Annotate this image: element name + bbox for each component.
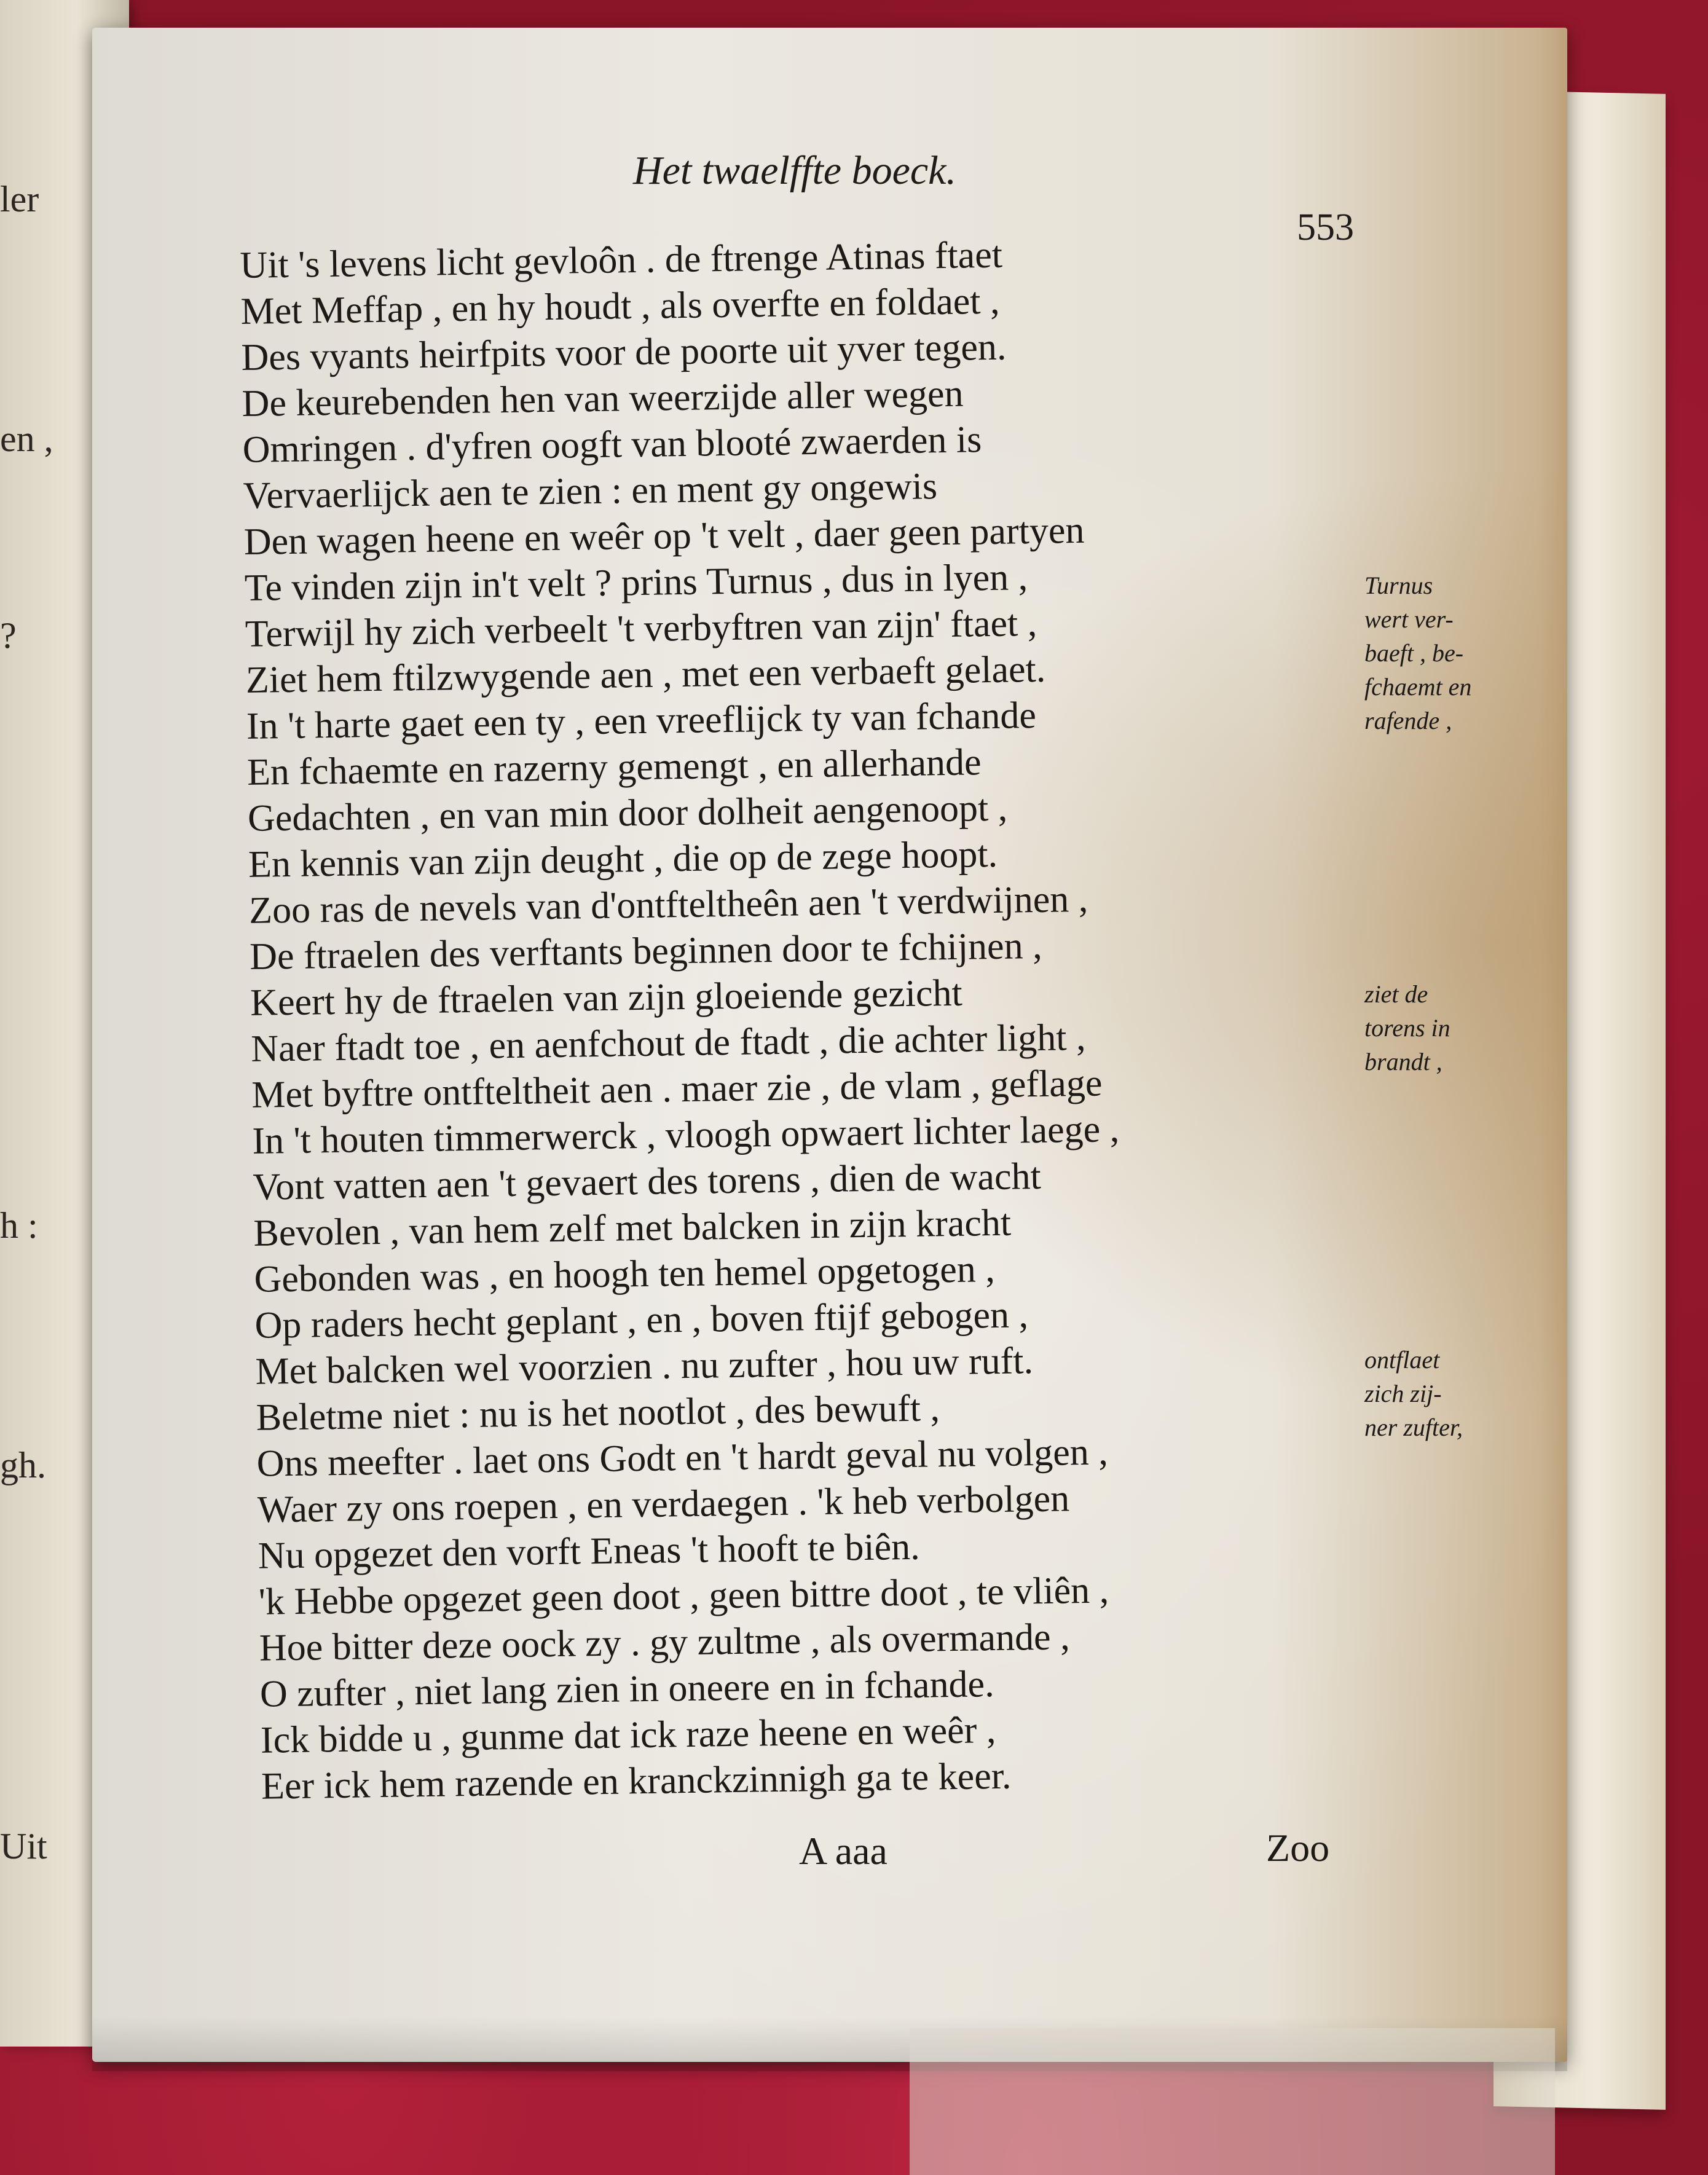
verse-line: Omringen . d'yfren oogft van blooté zwaerden is xyxy=(242,419,982,471)
verse-line: Met balcken wel voorzien . nu zufter , hou uw ruft. xyxy=(255,1340,1034,1393)
verse-line: Naer ftadt toe , en aenfchout de ftadt , die achter light , xyxy=(250,1016,1086,1070)
left-page-fragment: ler xyxy=(0,179,39,219)
gloss-line: ziet de xyxy=(1364,980,1428,1008)
gloss-line: fchaemt en xyxy=(1364,673,1472,701)
verse-line: In 't harte gaet een ty , een vreeflijck ty van fchande xyxy=(246,694,1037,747)
left-page-fragment: gh. xyxy=(0,1445,46,1485)
gloss-line: ontflaet xyxy=(1364,1346,1440,1374)
verse-line: Gebonden was , en hoogh ten hemel opgetogen , xyxy=(254,1248,996,1300)
verse-line: Met byftre ontfteltheit aen . maer zie , de vlam , geflage xyxy=(251,1062,1103,1116)
left-page-fragment: en , xyxy=(0,419,53,459)
verse-line: Ick bidde u , gunme dat ick raze heene en weêr , xyxy=(260,1709,996,1761)
page-edge-highlight xyxy=(910,2028,1555,2175)
gloss-line: rafende , xyxy=(1364,707,1452,734)
verse-line: Beletme niet : nu is het nootlot , des bewuft , xyxy=(256,1387,940,1439)
gloss-line: brandt , xyxy=(1364,1048,1442,1076)
gloss-line: wert ver- xyxy=(1364,605,1454,633)
verse-line: De ftraelen des verftants beginnen door te fchijnen , xyxy=(249,924,1043,978)
marginal-gloss xyxy=(1364,977,1512,1079)
left-page-fragment: ? xyxy=(0,615,17,656)
gloss-line: ner zufter, xyxy=(1364,1414,1463,1441)
verse-line: Waer zy ons roepen , en verdaegen . 'k heb verbolgen xyxy=(257,1477,1070,1531)
verse-line: Te vinden zijn in't velt ? prins Turnus , dus in lyen , xyxy=(244,556,1028,609)
gloss-line: zich zij- xyxy=(1364,1380,1442,1407)
gloss-line: baeft , be- xyxy=(1364,639,1464,667)
verse-line: O zufter , niet lang zien in oneere en in fchande. xyxy=(259,1663,995,1715)
marginal-gloss xyxy=(1364,1343,1512,1444)
verse-line: En kennis van zijn deught , die op de zege hoopt. xyxy=(248,833,998,886)
left-page-fragment: h : xyxy=(0,1205,38,1246)
marginal-gloss xyxy=(1364,568,1512,737)
verse-line: Op raders hecht geplant , en , boven ftijf gebogen , xyxy=(254,1294,1029,1347)
verse-line: Ons meefter . laet ons Godt en 't hardt geval nu volgen , xyxy=(256,1431,1109,1485)
running-head: Het twaelffte boeck. xyxy=(633,148,956,193)
gloss-line: Turnus xyxy=(1364,572,1433,599)
verse-line: Bevolen , van hem zelf met balcken in zijn kracht xyxy=(253,1202,1012,1254)
verse-line: Terwijl hy zich verbeelt 't verbyftren van zijn' ftaet , xyxy=(245,602,1037,655)
verse-line: Des vyants heirfpits voor de poorte uit yver tegen. xyxy=(241,326,1007,379)
page-number: 553 xyxy=(1297,206,1354,248)
verse-line: Met Meffap , en hy houdt , als overfte en foldaet , xyxy=(240,280,1000,332)
verse-line: Vervaerlijck aen te zien : en ment gy ongewis xyxy=(243,465,938,517)
verse-line: Eer ick hem razende en kranckzinnigh ga te keer. xyxy=(261,1755,1012,1807)
verse-line: Uit 's levens licht gevloôn . de ftrenge Atinas ftaet xyxy=(240,234,1003,286)
catchword: Zoo xyxy=(1266,1826,1330,1870)
verse-line: 'k Hebbe opgezet geen doot , geen bittre doot , te vliên , xyxy=(258,1569,1109,1623)
verse-line: Ziet hem ftilzwygende aen , met een verbaeft gelaet. xyxy=(245,648,1046,701)
verse-line: En fchaemte en razerny gemengt , en allerhande xyxy=(246,741,982,793)
verse-line: Keert hy de ftraelen van zijn gloeiende gezicht xyxy=(250,972,963,1024)
verse-line: Den wagen heene en weêr op 't velt , daer geen partyen xyxy=(243,509,1085,563)
verse-line: Nu opgezet den vorft Eneas 't hooft te biên. xyxy=(258,1525,921,1577)
verse-line: De keurebenden hen van weerzijde aller wegen xyxy=(242,372,964,425)
signature-mark: A aaa xyxy=(799,1829,887,1873)
book-page xyxy=(92,28,1567,2062)
gloss-line: torens in xyxy=(1364,1014,1450,1042)
left-page-fragment: Uit xyxy=(0,1826,47,1866)
verse-line: Zoo ras de nevels van d'ontfteltheên aen 't verdwijnen , xyxy=(248,878,1088,932)
verse-line: Vont vatten aen 't gevaert des torens , dien de wacht xyxy=(252,1155,1042,1208)
verse-line: Gedachten , en van min door dolheit aengenoopt , xyxy=(247,787,1008,840)
verse-line: In 't houten timmerwerck , vloogh opwaert lichter laege , xyxy=(251,1108,1120,1162)
verse-text xyxy=(240,228,1337,1810)
verse-line: Hoe bitter deze oock zy . gy zultme , als overmande , xyxy=(259,1616,1071,1669)
